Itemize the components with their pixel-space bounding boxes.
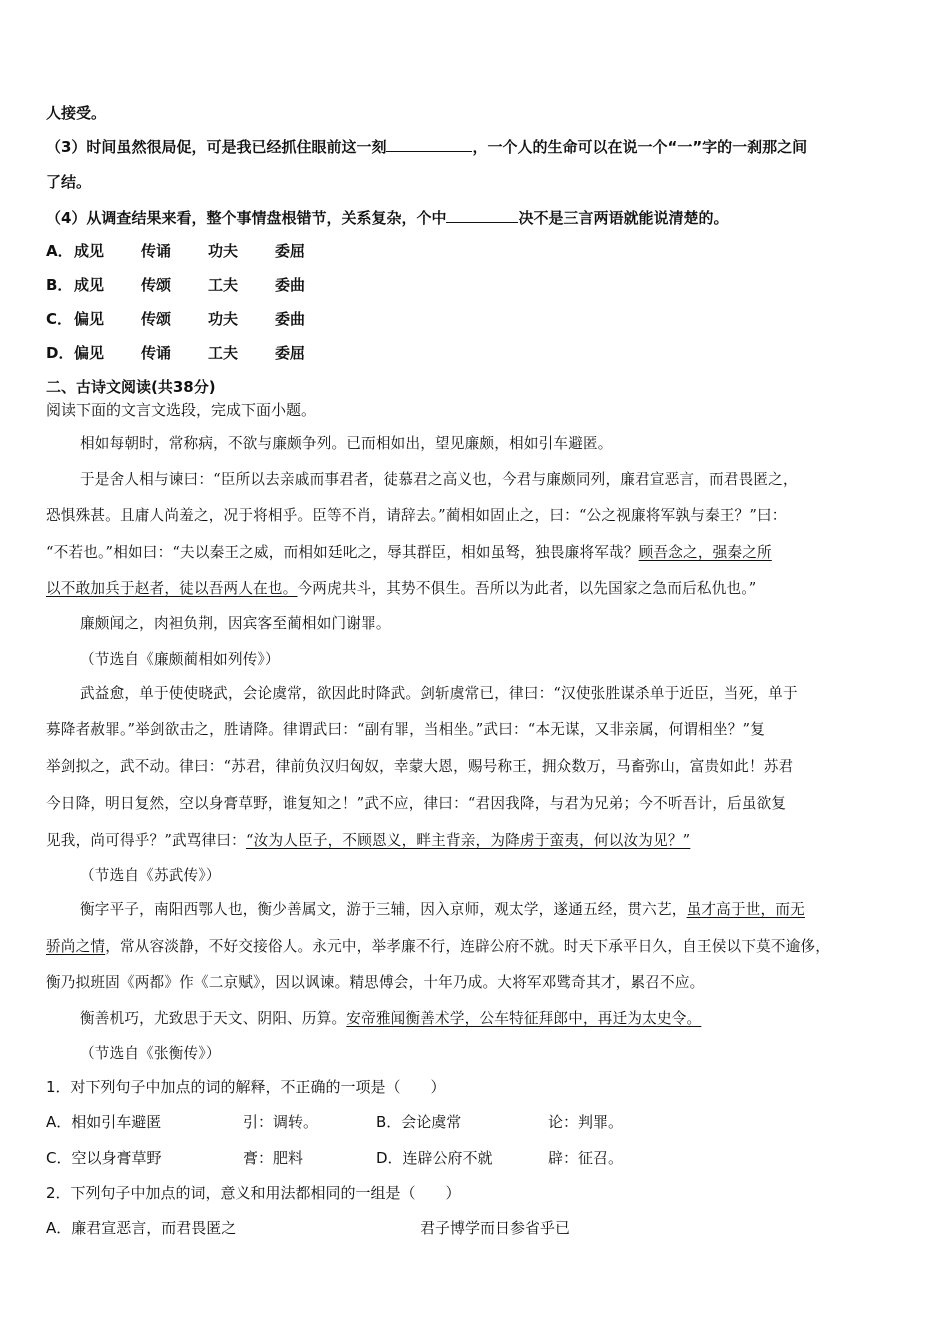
passage3-line2 [46,937,830,957]
passage2-source: （节选自《苏武传》） [80,867,221,884]
option-d-explanation: 辟：征召。 [548,1149,624,1167]
option-a-left: A．廉君宣恶言，而君畏匿之 [46,1219,237,1237]
q1-item4-line [46,207,728,228]
q-function-word-stem: 2．下列句子中加点的词，意义和用法都相同的一组是（ ） [46,1184,461,1202]
underlined-sentence: 以不敢加兵于赵者，徒以吾两人在也。 [46,580,298,597]
passage2-line2: 募降者赦罪。”举剑欲击之，胜请降。律谓武曰：“副有罪，当相坐。”武曰：“本无谋，又非亲属，何谓相坐？”复 [46,721,766,738]
option-a-right: 君子博学而日参省乎已 [420,1219,571,1237]
q1-item3-text-a: （3）时间虽然很局促，可是我已经抓住眼前这一刻 [46,138,387,156]
passage2-line5 [46,831,690,851]
option-letter: C． [46,310,73,328]
underlined-sentence: 骄尚之情 [46,938,106,955]
passage-text: “不若也。”相如曰：“夫以秦王之威，而相如廷叱之，辱其群臣，相如虽驽，独畏廉将军哉？ [46,544,639,561]
q1-option-b[interactable] [46,275,305,295]
option-word: 工夫 [208,344,239,362]
option-letter: B． [46,276,73,294]
underlined-sentence: 虽才高于世，而无 [686,901,805,918]
section-intro: 阅读下面的文言文选段，完成下面小题。 [46,401,317,419]
passage1-para2-line2: 恐惧殊甚。且庸人尚羞之，况于将相乎。臣等不肖，请辞去。”蔺相如固止之，曰：“公之视廉将军孰与秦王？”曰： [46,507,787,524]
option-a[interactable]: A．相如引车避匿 [46,1113,162,1131]
q1-option-a[interactable] [46,241,305,261]
underlined-sentence: 安帝雅闻衡善术学，公车特征拜郎中，再迁为太史令。 [346,1010,702,1027]
option-word: 传颂 [141,276,172,294]
option-d[interactable]: D．连辟公府不就 [376,1149,493,1167]
option-letter: A． [46,242,73,260]
underlined-sentence: 顾吾念之，强秦之所 [638,544,772,561]
option-word: 委曲 [275,310,306,328]
passage2-line1: 武益愈，单于使使晓武，会论虞常，欲因此时降武。剑斩虞常已，律曰：“汉使张胜谋杀单于近臣，当死，单于 [80,685,798,702]
option-word: 功夫 [208,310,239,328]
passage-text: 今两虎共斗，其势不俱生。吾所以为此者，以先国家之急而后私仇也。” [297,580,757,597]
option-b-explanation: 论：判罪。 [548,1113,624,1131]
passage1-para2-line4 [46,579,756,599]
passage1-para3: 廉颇闻之，肉袒负荆，因宾客至蔺相如门谢罪。 [80,615,391,632]
q1-item3-line1 [46,136,807,157]
option-a-explanation: 引：调转。 [243,1113,319,1131]
option-word: 偏见 [74,344,105,362]
passage2-line4: 今日降，明日复然，空以身膏草野，谁复知之！”武不应，律曰：“君因我降，与君为兄弟；今不听吾计，后虽欲复 [46,795,787,812]
passage1-source: （节选自《廉颇蔺相如列传》） [80,651,280,668]
q1-item3-line2: 了结。 [46,173,92,191]
option-word: 成见 [74,242,105,260]
passage-text: 衡字平子，南阳西鄂人也，衡少善属文，游于三辅，因入京师，观太学，遂通五经，贯六艺， [80,901,687,918]
q-explanation-stem: 1．对下列句子中加点的词的解释，不正确的一项是（ ） [46,1078,446,1096]
option-word: 偏见 [74,310,105,328]
option-c-explanation: 膏：肥料 [243,1149,304,1167]
passage-text: ，常从容淡静，不好交接俗人。永元中，举孝廉不行，连辟公府不就。时天下承平日久，自王侯以下莫不逾侈， [105,938,831,955]
q1-stem-tail: 人接受。 [46,104,107,122]
passage3-line3: 衡乃拟班固《两都》作《二京赋》，因以讽谏。精思傅会，十年乃成。大将军邓骘奇其才，累召不应。 [46,974,705,991]
passage3-source: （节选自《张衡传》） [80,1045,221,1062]
fill-blank[interactable] [386,136,472,152]
option-word: 委曲 [275,276,306,294]
option-word: 功夫 [208,242,239,260]
q1-option-c[interactable] [46,309,305,329]
option-word: 传诵 [141,242,172,260]
option-word: 传诵 [141,344,172,362]
option-word: 委屈 [275,242,306,260]
option-b[interactable]: B．会论虞常 [376,1113,462,1131]
option-word: 工夫 [208,276,239,294]
passage1-para1: 相如每朝时，常称病，不欲与廉颇争列。已而相如出，望见廉颇，相如引车避匿。 [80,435,613,452]
option-c[interactable]: C．空以身膏草野 [46,1149,162,1167]
fill-blank[interactable] [446,207,518,223]
section-heading: 二、古诗文阅读(共38分) [46,378,216,396]
q1-item3-text-b: ，一个人的生命可以在说一个“一”字的一刹那之间 [472,138,808,156]
option-word: 成见 [74,276,105,294]
q1-item4-text-b: 决不是三言两语就能说清楚的。 [518,209,729,227]
underlined-sentence: “汝为人臣子，不顾恩义，畔主背亲，为降虏于蛮夷，何以汝为见？” [245,832,691,849]
passage-text: 见我，尚可得乎？”武骂律曰： [46,832,246,849]
passage-text: 衡善机巧，尤致思于天文、阴阳、历算。 [80,1010,347,1027]
passage3-line4 [80,1009,701,1029]
q1-item4-text-a: （4）从调查结果来看，整个事情盘根错节，关系复杂，个中 [46,209,447,227]
q1-option-d[interactable] [46,343,305,363]
option-word: 委屈 [275,344,306,362]
option-letter: D． [46,344,74,362]
passage3-line1 [80,900,805,920]
passage1-para2-line3 [46,543,772,563]
passage2-line3: 举剑拟之，武不动。律曰：“苏君，律前负汉归匈奴，幸蒙大恩，赐号称王，拥众数万，马畜弥山，富贵如此！苏君 [46,758,794,775]
option-word: 传颂 [141,310,172,328]
passage1-para2-line1: 于是舍人相与谏曰：“臣所以去亲戚而事君者，徒慕君之高义也，今君与廉颇同列，廉君宣恶言，而君畏匿之， [80,471,798,488]
